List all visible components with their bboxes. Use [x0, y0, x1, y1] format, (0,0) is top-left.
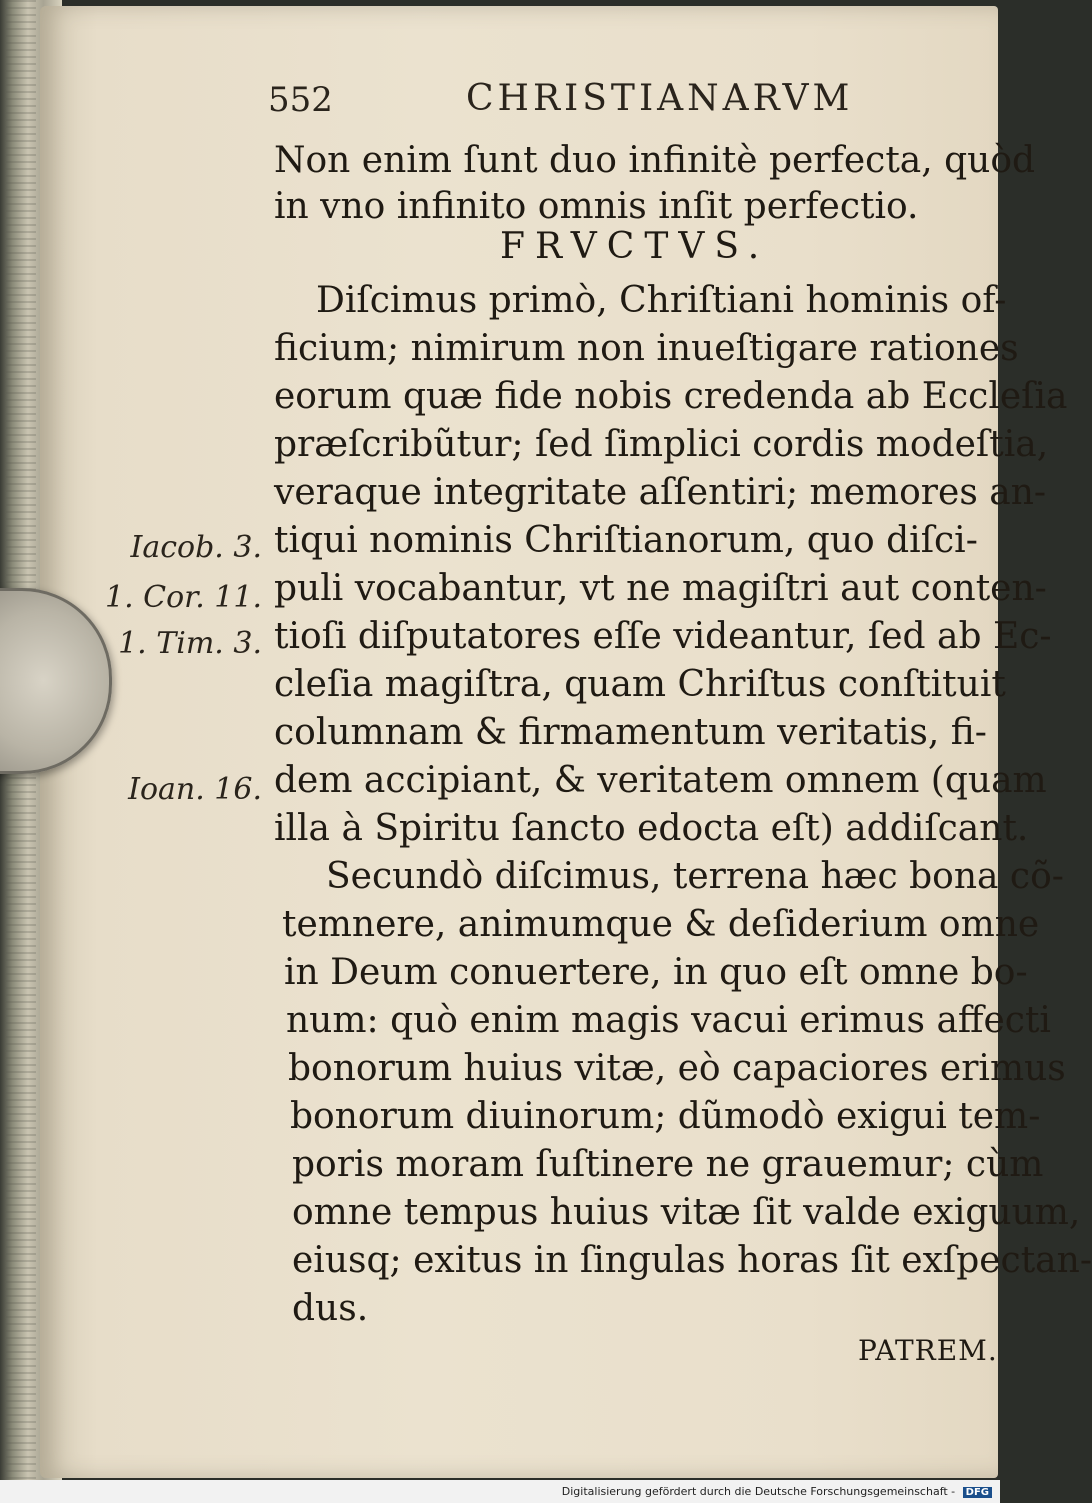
- running-head-title: CHRISTIANARVM: [466, 78, 854, 119]
- body-line: temnere, animumque & deſiderium omne: [282, 904, 1040, 945]
- body-line: num: quò enim magis vacui erimus affecti: [286, 1000, 1051, 1041]
- dfg-logo-icon: DFG: [963, 1487, 992, 1498]
- body-line: eorum quæ fide nobis credenda ab Eccleſia: [274, 376, 1068, 417]
- margin-note: Iacob. 3.: [130, 530, 262, 565]
- body-line: cleſia magiſtra, quam Chriſtus conſtituit: [274, 664, 1006, 705]
- running-head: [268, 74, 854, 126]
- body-line: præſcribũtur; ſed ſimplici cordis modeſtia,: [274, 424, 1049, 465]
- text-line: in vno infinito omnis inſit perfectio.: [274, 186, 919, 227]
- body-line: omne tempus huius vitæ ſit valde exiguum,: [292, 1192, 1081, 1233]
- margin-note: 1. Tim. 3.: [118, 626, 262, 661]
- text-line: Non enim ſunt duo infinitè perfecta, quòd: [274, 140, 1036, 181]
- body-line: columnam & firmamentum veritatis, fi-: [274, 712, 987, 753]
- body-line: bonorum diuinorum; dũmodò exigui tem-: [290, 1096, 1041, 1137]
- body-line: puli vocabantur, vt ne magiſtri aut conten-: [274, 568, 1047, 609]
- body-line: eiusq; exitus in ſingulas horas ſit exſpectan-: [292, 1240, 1092, 1281]
- body-line: bonorum huius vitæ, eò capaciores erimus: [288, 1048, 1066, 1089]
- body-line: Diſcimus primò, Chriſtiani hominis of-: [316, 280, 1007, 321]
- body-line: dem accipiant, & veritatem omnem (quam: [274, 760, 1047, 801]
- body-line: veraque integritate aſſentiri; memores an-: [274, 472, 1047, 513]
- body-line: ficium; nimirum non inueſtigare rationes: [274, 328, 1019, 369]
- body-line: dus.: [292, 1288, 369, 1329]
- body-line: tiqui nominis Chriſtianorum, quo diſci-: [274, 520, 978, 561]
- page-number: 552: [268, 80, 333, 120]
- body-line: Secundò diſcimus, terrena hæc bona cõ-: [326, 856, 1064, 897]
- catchword: PATREM.: [858, 1334, 998, 1367]
- section-heading: FRVCTVS.: [500, 226, 770, 267]
- body-line: tioſi diſputatores eſſe videantur, ſed ab Ec-: [274, 616, 1052, 657]
- body-line: poris moram ſuſtinere ne grauemur; cùm: [292, 1144, 1044, 1185]
- margin-note: 1. Cor. 11.: [104, 580, 262, 615]
- margin-note: Ioan. 16.: [128, 772, 262, 807]
- footer-credit: [562, 1485, 992, 1498]
- body-line: in Deum conuertere, in quo eſt omne bo-: [284, 952, 1028, 993]
- footer-bar: [0, 1480, 1000, 1503]
- footer-credit-text: Digitalisierung gefördert durch die Deutsche Forschungsgemeinschaft -: [561, 1485, 956, 1498]
- body-line: illa à Spiritu ſancto edocta eſt) addiſcant.: [274, 808, 1029, 849]
